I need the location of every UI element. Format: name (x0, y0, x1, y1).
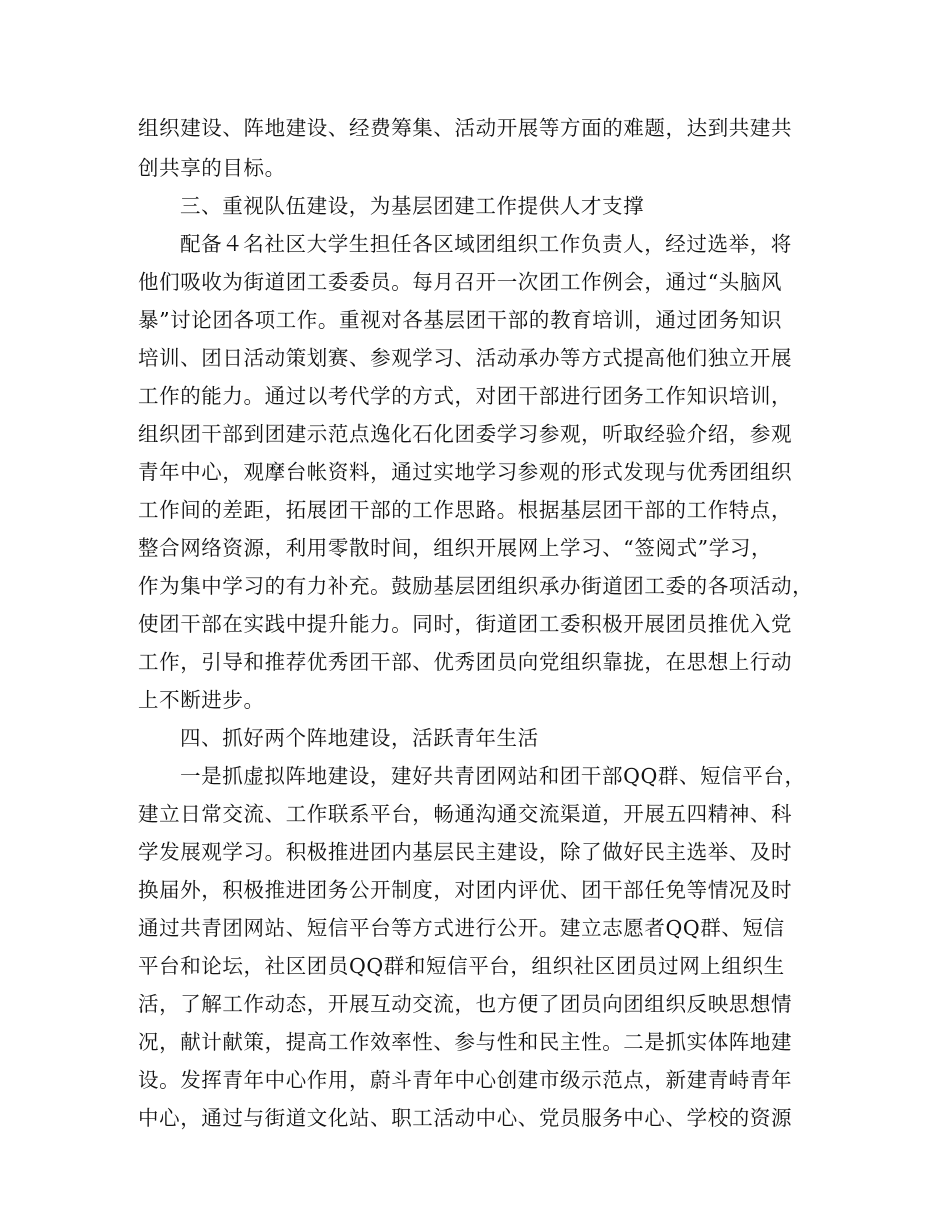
paragraph-line: 通过共青团网站、短信平台等方式进行公开。建立志愿者QQ群、短信 (138, 916, 785, 940)
paragraph-line: 暴”讨论团各项工作。重视对各基层团干部的教育培训，通过团务知识 (138, 308, 783, 332)
section-heading: 三、重视队伍建设，为基层团建工作提供人才支撑 (180, 194, 645, 218)
paragraph-line: 上不断进步。 (138, 688, 265, 712)
paragraph-line: 组织建设、阵地建设、经费筹集、活动开展等方面的难题，达到共建共 (138, 116, 793, 140)
paragraph-line: 况，献计献策，提高工作效率性、参与性和民主性。二是抓实体阵地建 (138, 1030, 793, 1054)
paragraph-line: 平台和论坛，社区团员QQ群和短信平台，组织社区团员过网上组织生 (138, 954, 785, 978)
paragraph-line: 整合网络资源，利用零散时间，组织开展网上学习、“签阅式”学习， (138, 536, 773, 560)
section-heading: 四、抓好两个阵地建设，活跃青年生活 (180, 726, 539, 750)
paragraph-line: 使团干部在实践中提升能力。同时，街道团工委积极开展团员推优入党 (138, 612, 793, 636)
paragraph-line: 他们吸收为街道团工委委员。每月召开一次团工作例会，通过“头脑风 (138, 270, 783, 294)
paragraph-line: 配备４名社区大学生担任各区域团组织工作负责人，经过选举，将 (180, 232, 792, 256)
paragraph-line: 换届外，积极推进团务公开制度，对团内评优、团干部任免等情况及时 (138, 878, 793, 902)
paragraph-line: 组织团干部到团建示范点逸化石化团委学习参观，听取经验介绍，参观 (138, 422, 793, 446)
paragraph-line: 建立日常交流、工作联系平台，畅通沟通交流渠道，开展五四精神、科 (138, 802, 793, 826)
paragraph-line: 中心，通过与街道文化站、职工活动中心、党员服务中心、学校的资源 (138, 1106, 793, 1130)
paragraph-line: 工作的能力。通过以考代学的方式，对团干部进行团务工作知识培训， (138, 384, 793, 408)
paragraph-line: 活，了解工作动态，开展互动交流，也方便了团员向团组织反映思想情 (138, 992, 793, 1016)
paragraph-line: 培训、团日活动策划赛、参观学习、活动承办等方式提高他们独立开展 (138, 346, 793, 370)
paragraph-line: 青年中心，观摩台帐资料，通过实地学习参观的形式发现与优秀团组织 (138, 460, 793, 484)
paragraph-line: 工作，引导和推荐优秀团干部、优秀团员向党组织靠拢，在思想上行动 (138, 650, 793, 674)
paragraph-line: 一是抓虚拟阵地建设，建好共青团网站和团干部QQ群、短信平台， (180, 764, 806, 788)
paragraph-line: 学发展观学习。积极推进团内基层民主建设，除了做好民主选举、及时 (138, 840, 793, 864)
paragraph-line: 创共享的目标。 (138, 156, 286, 180)
paragraph-line: 作为集中学习的有力补充。鼓励基层团组织承办街道团工委的各项活动， (138, 574, 814, 598)
paragraph-line: 设。发挥青年中心作用，蔚斗青年中心创建市级示范点，新建青峙青年 (138, 1068, 793, 1092)
paragraph-line: 工作间的差距，拓展团干部的工作思路。根据基层团干部的工作特点， (138, 498, 793, 522)
